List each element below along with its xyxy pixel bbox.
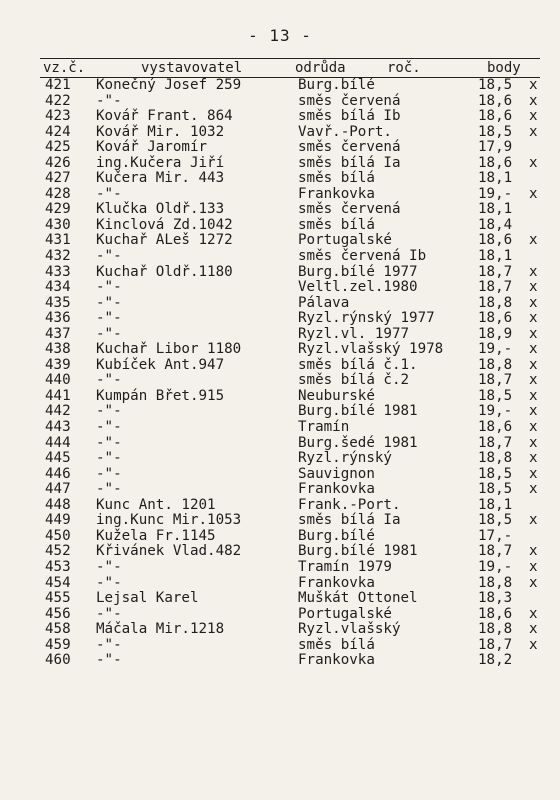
entry-number: 453 [45, 558, 71, 575]
table-row [40, 94, 540, 110]
entry-number: 444 [45, 434, 71, 451]
table-row [40, 358, 540, 374]
wine-variety: Frankovka [298, 574, 375, 591]
table-row [40, 311, 540, 327]
entry-number: 460 [45, 652, 71, 669]
entry-number: 439 [45, 356, 71, 373]
wine-variety: směs bílá Ib [298, 108, 401, 125]
wine-variety: směs červená Ib [298, 248, 427, 265]
entry-number: 443 [45, 419, 71, 436]
table-row [40, 591, 540, 607]
table-row [40, 218, 540, 234]
points-value: 18,6 [478, 108, 513, 125]
table-body [40, 78, 540, 669]
medal-mark: x [529, 263, 538, 280]
entry-number: 435 [45, 294, 71, 311]
entry-number: 428 [45, 185, 71, 202]
exhibitor-name: -"- [96, 92, 122, 109]
entry-number: 423 [45, 108, 71, 125]
entry-number: 450 [45, 527, 71, 544]
wine-variety: Frankovka [298, 481, 375, 498]
points-value: 19,- [478, 403, 513, 420]
entry-number: 447 [45, 481, 71, 498]
exhibitor-name: -"- [96, 310, 122, 327]
table-row [40, 78, 540, 94]
entry-number: 448 [45, 496, 71, 513]
wine-variety: Frank.-Port. [298, 496, 401, 513]
points-value: 18,5 [478, 465, 513, 482]
entry-number: 424 [45, 123, 71, 140]
wine-variety: Burg.bílé [298, 527, 375, 544]
wine-variety: směs bílá Ia [298, 154, 401, 171]
exhibitor-name: Kovář Jaromír [96, 139, 208, 156]
wine-variety: Burg.bílé [298, 77, 375, 93]
entry-number: 433 [45, 263, 71, 280]
wine-variety: směs červená [298, 201, 401, 218]
exhibitor-name: Máčala Mir.1218 [96, 621, 225, 638]
page-number: - 13 - [248, 26, 312, 45]
points-value: 18,5 [478, 77, 513, 93]
medal-mark: x [529, 108, 538, 125]
points-value: 18,7 [478, 263, 513, 280]
points-value: 18,5 [478, 481, 513, 498]
medal-mark: x [529, 558, 538, 575]
table-row [40, 109, 540, 125]
exhibitor-name: -"- [96, 636, 122, 653]
wine-variety: Ryzl.vlašský [298, 621, 401, 638]
exhibitor-name: -"- [96, 403, 122, 420]
table-row [40, 156, 540, 172]
table-row [40, 249, 540, 265]
medal-mark: x [529, 636, 538, 653]
header-points: body [487, 60, 521, 76]
medal-mark: x [529, 325, 538, 342]
exhibitor-name: Kuchař Oldř.1180 [96, 263, 233, 280]
exhibitor-name: Klučka Oldř.133 [96, 201, 225, 218]
points-value: 19,- [478, 185, 513, 202]
medal-mark: x [529, 512, 538, 529]
entry-number: 422 [45, 92, 71, 109]
entry-number: 429 [45, 201, 71, 218]
exhibitor-name: -"- [96, 325, 122, 342]
wine-variety: směs bílá č.2 [298, 372, 410, 389]
table-row [40, 171, 540, 187]
entry-number: 438 [45, 341, 71, 358]
medal-mark: x [529, 465, 538, 482]
table-row [40, 420, 540, 436]
wine-variety: Tramín [298, 419, 350, 436]
points-value: 18,7 [478, 543, 513, 560]
points-value: 18,6 [478, 419, 513, 436]
exhibitor-name: -"- [96, 294, 122, 311]
points-value: 19,- [478, 341, 513, 358]
exhibitor-name: -"- [96, 652, 122, 669]
wine-variety: Ryzl.vlašský 1978 [298, 341, 444, 358]
points-value: 18,8 [478, 294, 513, 311]
exhibitor-name: -"- [96, 481, 122, 498]
entry-number: 449 [45, 512, 71, 529]
medal-mark: x [529, 154, 538, 171]
table-row [40, 404, 540, 420]
exhibitor-name: Kumpán Břet.915 [96, 387, 225, 404]
exhibitor-name: -"- [96, 605, 122, 622]
entry-number: 434 [45, 279, 71, 296]
medal-mark: x [529, 341, 538, 358]
header-exhibitor: vystavovatel [141, 60, 243, 76]
medal-mark: x [529, 232, 538, 249]
wine-variety: Vavř.-Port. [298, 123, 392, 140]
medal-mark: x [529, 356, 538, 373]
medal-mark: x [529, 372, 538, 389]
points-value: 18,9 [478, 325, 513, 342]
exhibitor-name: Konečný Josef 259 [96, 77, 242, 93]
wine-variety: směs bílá [298, 636, 375, 653]
wine-variety: směs bílá [298, 170, 375, 187]
medal-mark: x [529, 621, 538, 638]
wine-variety: Burg.bílé 1981 [298, 543, 418, 560]
points-value: 18,6 [478, 310, 513, 327]
table-row [40, 140, 540, 156]
exhibitor-name: -"- [96, 465, 122, 482]
exhibitor-name: -"- [96, 279, 122, 296]
entry-number: 459 [45, 636, 71, 653]
entry-number: 437 [45, 325, 71, 342]
table-row [40, 125, 540, 141]
wine-variety: Portugalské [298, 232, 392, 249]
table-header [40, 58, 540, 78]
points-value: 18,7 [478, 279, 513, 296]
table-row [40, 342, 540, 358]
medal-mark: x [529, 419, 538, 436]
table-row [40, 513, 540, 529]
points-value: 18,6 [478, 92, 513, 109]
points-value: 18,6 [478, 605, 513, 622]
wine-variety: Neuburské [298, 387, 375, 404]
points-value: 18,5 [478, 387, 513, 404]
exhibitor-name: Kovář Mir. 1032 [96, 123, 225, 140]
wine-variety: směs bílá [298, 216, 375, 233]
points-value: 18,2 [478, 652, 513, 669]
entry-number: 446 [45, 465, 71, 482]
exhibitor-name: Kunc Ant. 1201 [96, 496, 216, 513]
table-row [40, 202, 540, 218]
exhibitor-name: Křivánek Vlad.482 [96, 543, 242, 560]
wine-variety: směs bílá č.1. [298, 356, 418, 373]
table-row [40, 233, 540, 249]
entry-number: 436 [45, 310, 71, 327]
table-row [40, 296, 540, 312]
wine-variety: Pálava [298, 294, 350, 311]
wine-variety: Frankovka [298, 185, 375, 202]
exhibitor-name: -"- [96, 558, 122, 575]
wine-variety: Veltl.zel.1980 [298, 279, 418, 296]
points-value: 18,7 [478, 434, 513, 451]
points-value: 18,8 [478, 356, 513, 373]
entry-number: 440 [45, 372, 71, 389]
medal-mark: x [529, 481, 538, 498]
medal-mark: x [529, 605, 538, 622]
exhibitor-name: -"- [96, 372, 122, 389]
entry-number: 452 [45, 543, 71, 560]
table-row [40, 467, 540, 483]
medal-mark: x [529, 574, 538, 591]
wine-variety: Tramín 1979 [298, 558, 392, 575]
points-value: 18,8 [478, 450, 513, 467]
points-value: 18,5 [478, 123, 513, 140]
table-row [40, 653, 540, 669]
wine-variety: Ryzl.rýnský [298, 450, 392, 467]
medal-mark: x [529, 185, 538, 202]
table-row [40, 265, 540, 281]
exhibitor-name: Kinclová Zd.1042 [96, 216, 233, 233]
exhibitor-name: ing.Kunc Mir.1053 [96, 512, 242, 529]
points-value: 18,8 [478, 621, 513, 638]
entry-number: 455 [45, 590, 71, 607]
table-row [40, 451, 540, 467]
entry-number: 431 [45, 232, 71, 249]
points-value: 18,1 [478, 496, 513, 513]
points-value: 17,- [478, 527, 513, 544]
entry-number: 445 [45, 450, 71, 467]
entry-number: 442 [45, 403, 71, 420]
medal-mark: x [529, 310, 538, 327]
entry-number: 427 [45, 170, 71, 187]
table-row [40, 389, 540, 405]
table-row [40, 482, 540, 498]
table-row [40, 187, 540, 203]
table-row [40, 576, 540, 592]
table-row [40, 436, 540, 452]
table-row [40, 529, 540, 545]
medal-mark: x [529, 403, 538, 420]
table-row [40, 544, 540, 560]
entry-number: 421 [45, 77, 71, 93]
entry-number: 441 [45, 387, 71, 404]
points-value: 18,7 [478, 636, 513, 653]
exhibitor-name: -"- [96, 248, 122, 265]
exhibitor-name: ing.Kučera Jiří [96, 154, 225, 171]
medal-mark: x [529, 450, 538, 467]
points-value: 18,3 [478, 590, 513, 607]
exhibitor-name: -"- [96, 434, 122, 451]
wine-variety: Sauvignon [298, 465, 375, 482]
results-table [40, 58, 540, 669]
wine-variety: Muškát Ottonel [298, 590, 418, 607]
points-value: 18,6 [478, 232, 513, 249]
medal-mark: x [529, 543, 538, 560]
table-row [40, 498, 540, 514]
exhibitor-name: -"- [96, 450, 122, 467]
medal-mark: x [529, 387, 538, 404]
points-value: 18,1 [478, 201, 513, 218]
wine-variety: Burg.šedé 1981 [298, 434, 418, 451]
entry-number: 456 [45, 605, 71, 622]
entry-number: 425 [45, 139, 71, 156]
points-value: 18,4 [478, 216, 513, 233]
entry-number: 426 [45, 154, 71, 171]
points-value: 19,- [478, 558, 513, 575]
exhibitor-name: Kuchař Libor 1180 [96, 341, 242, 358]
entry-number: 458 [45, 621, 71, 638]
table-row [40, 638, 540, 654]
wine-variety: Ryzl.rýnský 1977 [298, 310, 435, 327]
table-row [40, 622, 540, 638]
medal-mark: x [529, 294, 538, 311]
wine-variety: Portugalské [298, 605, 392, 622]
points-value: 18,8 [478, 574, 513, 591]
table-row [40, 560, 540, 576]
exhibitor-name: Kovář Frant. 864 [96, 108, 233, 125]
exhibitor-name: -"- [96, 574, 122, 591]
exhibitor-name: Kučera Mir. 443 [96, 170, 225, 187]
header-number: vz.č. [43, 60, 86, 76]
medal-mark: x [529, 279, 538, 296]
exhibitor-name: Lejsal Karel [96, 590, 199, 607]
header-variety: odrůda [295, 60, 346, 76]
exhibitor-name: Kuchař ALeš 1272 [96, 232, 233, 249]
wine-variety: Burg.bílé 1977 [298, 263, 418, 280]
table-row [40, 327, 540, 343]
medal-mark: x [529, 92, 538, 109]
entry-number: 454 [45, 574, 71, 591]
exhibitor-name: -"- [96, 419, 122, 436]
wine-variety: směs červená [298, 92, 401, 109]
table-row [40, 373, 540, 389]
exhibitor-name: Kužela Fr.1145 [96, 527, 216, 544]
medal-mark: x [529, 434, 538, 451]
medal-mark: x [529, 123, 538, 140]
wine-variety: Frankovka [298, 652, 375, 669]
entry-number: 432 [45, 248, 71, 265]
wine-variety: Ryzl.vl. 1977 [298, 325, 410, 342]
points-value: 18,1 [478, 248, 513, 265]
medal-mark: x [529, 77, 538, 93]
points-value: 17,9 [478, 139, 513, 156]
header-year: roč. [387, 60, 421, 76]
table-row [40, 280, 540, 296]
wine-variety: směs červená [298, 139, 401, 156]
wine-variety: směs bílá Ia [298, 512, 401, 529]
points-value: 18,7 [478, 372, 513, 389]
points-value: 18,1 [478, 170, 513, 187]
points-value: 18,6 [478, 154, 513, 171]
exhibitor-name: -"- [96, 185, 122, 202]
points-value: 18,5 [478, 512, 513, 529]
table-row [40, 607, 540, 623]
entry-number: 430 [45, 216, 71, 233]
exhibitor-name: Kubíček Ant.947 [96, 356, 225, 373]
wine-variety: Burg.bílé 1981 [298, 403, 418, 420]
